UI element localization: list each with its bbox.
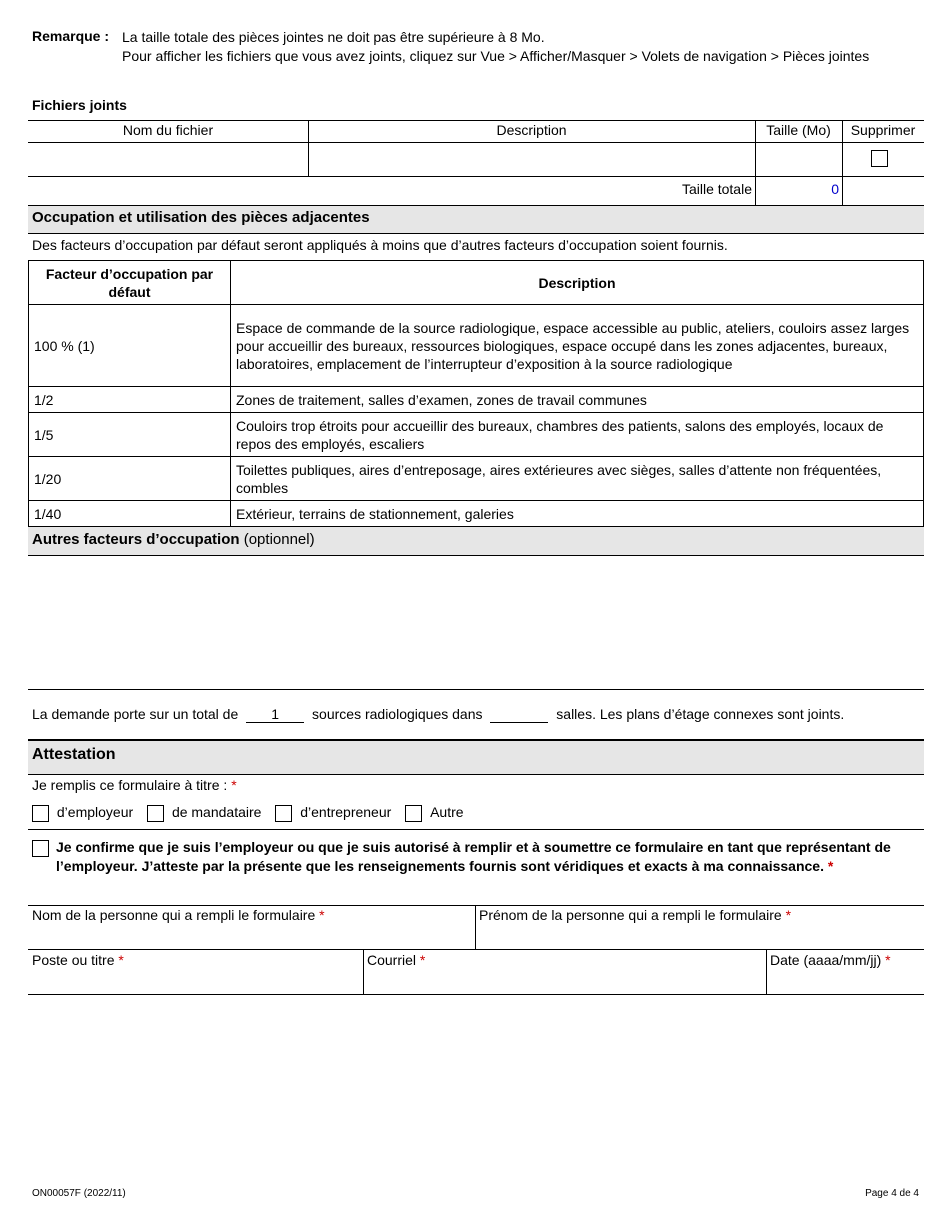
email-label-text: Courriel (367, 952, 417, 968)
description-cell: Extérieur, terrains de stationnement, galeries (231, 501, 924, 527)
col-delete: Supprimer (850, 122, 916, 138)
attachments-title: Fichiers joints (32, 97, 127, 113)
other-factors-optional: (optionnel) (243, 531, 315, 548)
confirm-statement (56, 838, 906, 876)
last-name-label-text: Nom de la personne qui a rempli le formulaire (32, 907, 316, 923)
request-prefix: La demande porte sur un total de (32, 706, 239, 722)
file-size-field (757, 144, 839, 174)
first-name-label (479, 907, 791, 923)
role-question (32, 777, 237, 793)
required-mark: * (885, 952, 891, 968)
role-agent-label: de mandataire (171, 804, 262, 820)
role-question-text: Je remplis ce formulaire à titre : (32, 777, 228, 793)
other-factors-header (32, 531, 315, 548)
request-sentence (32, 705, 844, 723)
position-field[interactable] (32, 971, 358, 991)
position-label (32, 952, 124, 968)
col-occupancy-description: Description (231, 261, 924, 305)
rooms-count-field[interactable] (490, 705, 548, 723)
occupancy-title: Occupation et utilisation des pièces adjacentes (32, 209, 370, 226)
role-agent-checkbox[interactable] (147, 805, 164, 822)
note-line-2: Pour afficher les fichiers que vous avez joints, cliquez sur Vue > Afficher/Masquer > Volets de navigation > Pièces jointes (122, 48, 870, 64)
factor-cell: 100 % (1) (29, 305, 231, 387)
role-other-checkbox[interactable] (405, 805, 422, 822)
note-label: Remarque : (32, 28, 110, 44)
total-size-value: 0 (831, 181, 839, 197)
occupancy-intro: Des facteurs d’occupation par défaut seront appliqués à moins que d’autres facteurs d’occupation soient fournis. (32, 237, 728, 253)
other-factors-field[interactable] (28, 556, 924, 688)
total-size-label: Taille totale (681, 181, 752, 197)
required-mark: * (118, 952, 124, 968)
required-mark: * (419, 952, 426, 968)
col-filename: Nom du fichier (122, 122, 214, 138)
occupancy-table (28, 260, 924, 527)
col-description: Description (496, 122, 567, 138)
confirm-text: Je confirme que je suis l’employeur ou que je suis autorisé à remplir et à soumettre ce formulaire en tant que représentant de l’employeur. J’atteste par la présente que les renseignements fournis sont véridiques et exacts à ma connaissance. (56, 839, 891, 874)
last-name-label (32, 907, 325, 923)
position-label-text: Poste ou titre (32, 952, 115, 968)
table-row (29, 387, 924, 413)
sources-count-field[interactable]: 1 (246, 706, 304, 723)
first-name-label-text: Prénom de la personne qui a rempli le formulaire (479, 907, 782, 923)
date-label-text: Date (aaaa/mm/jj) (770, 952, 882, 968)
required-mark: * (231, 777, 237, 793)
date-label (770, 952, 891, 968)
description-cell: Zones de traitement, salles d’examen, zones de travail communes (231, 387, 924, 413)
table-row (29, 501, 924, 527)
role-options (32, 804, 464, 822)
email-field[interactable] (367, 971, 761, 991)
page-number: Page 4 de 4 (865, 1188, 919, 1199)
note-text (122, 28, 917, 66)
delete-checkbox[interactable] (871, 150, 888, 167)
other-factors-title: Autres facteurs d’occupation (32, 531, 240, 548)
col-factor: Facteur d’occupation par défaut (29, 261, 231, 305)
factor-cell: 1/2 (29, 387, 231, 413)
filename-field[interactable] (30, 144, 305, 174)
required-mark: * (785, 907, 792, 923)
factor-cell: 1/40 (29, 501, 231, 527)
last-name-field[interactable] (32, 926, 470, 946)
table-row (29, 413, 924, 457)
role-employer-label: d’employeur (56, 804, 134, 820)
email-label (367, 952, 425, 968)
file-description-field[interactable] (310, 144, 752, 174)
role-employer-checkbox[interactable] (32, 805, 49, 822)
role-other-label: Autre (430, 804, 464, 820)
form-id: ON00057F (2022/11) (32, 1188, 126, 1199)
factor-cell: 1/20 (29, 457, 231, 501)
factor-cell: 1/5 (29, 413, 231, 457)
description-cell: Espace de commande de la source radiologique, espace accessible au public, ateliers, couloirs assez larges pour accueillir des bureaux, ressources biologiques, espace occupé dans les zones adjacentes, bureaux, laboratoires, emplacement de l’interrupteur d’exposition à la source radiologique (231, 305, 924, 387)
date-field[interactable] (770, 971, 920, 991)
role-contractor-label: d’entrepreneur (300, 804, 392, 820)
role-contractor-checkbox[interactable] (275, 805, 292, 822)
description-cell: Couloirs trop étroits pour accueillir des bureaux, chambres des patients, salons des employés, locaux de repos des employés, escaliers (231, 413, 924, 457)
note-line-1: La taille totale des pièces jointes ne doit pas être supérieure à 8 Mo. (122, 29, 545, 45)
description-cell: Toilettes publiques, aires d’entreposage, aires extérieures avec sièges, salles d’attente non fréquentées, combles (231, 457, 924, 501)
required-mark: * (319, 907, 325, 923)
table-row (29, 457, 924, 501)
request-suffix: salles. Les plans d’étage connexes sont joints. (556, 706, 845, 722)
table-row (29, 305, 924, 387)
request-middle: sources radiologiques dans (312, 706, 483, 722)
required-mark: * (827, 858, 834, 874)
col-size: Taille (Mo) (766, 122, 831, 138)
first-name-field[interactable] (479, 926, 919, 946)
confirm-checkbox[interactable] (32, 840, 49, 857)
attestation-title: Attestation (32, 746, 116, 763)
